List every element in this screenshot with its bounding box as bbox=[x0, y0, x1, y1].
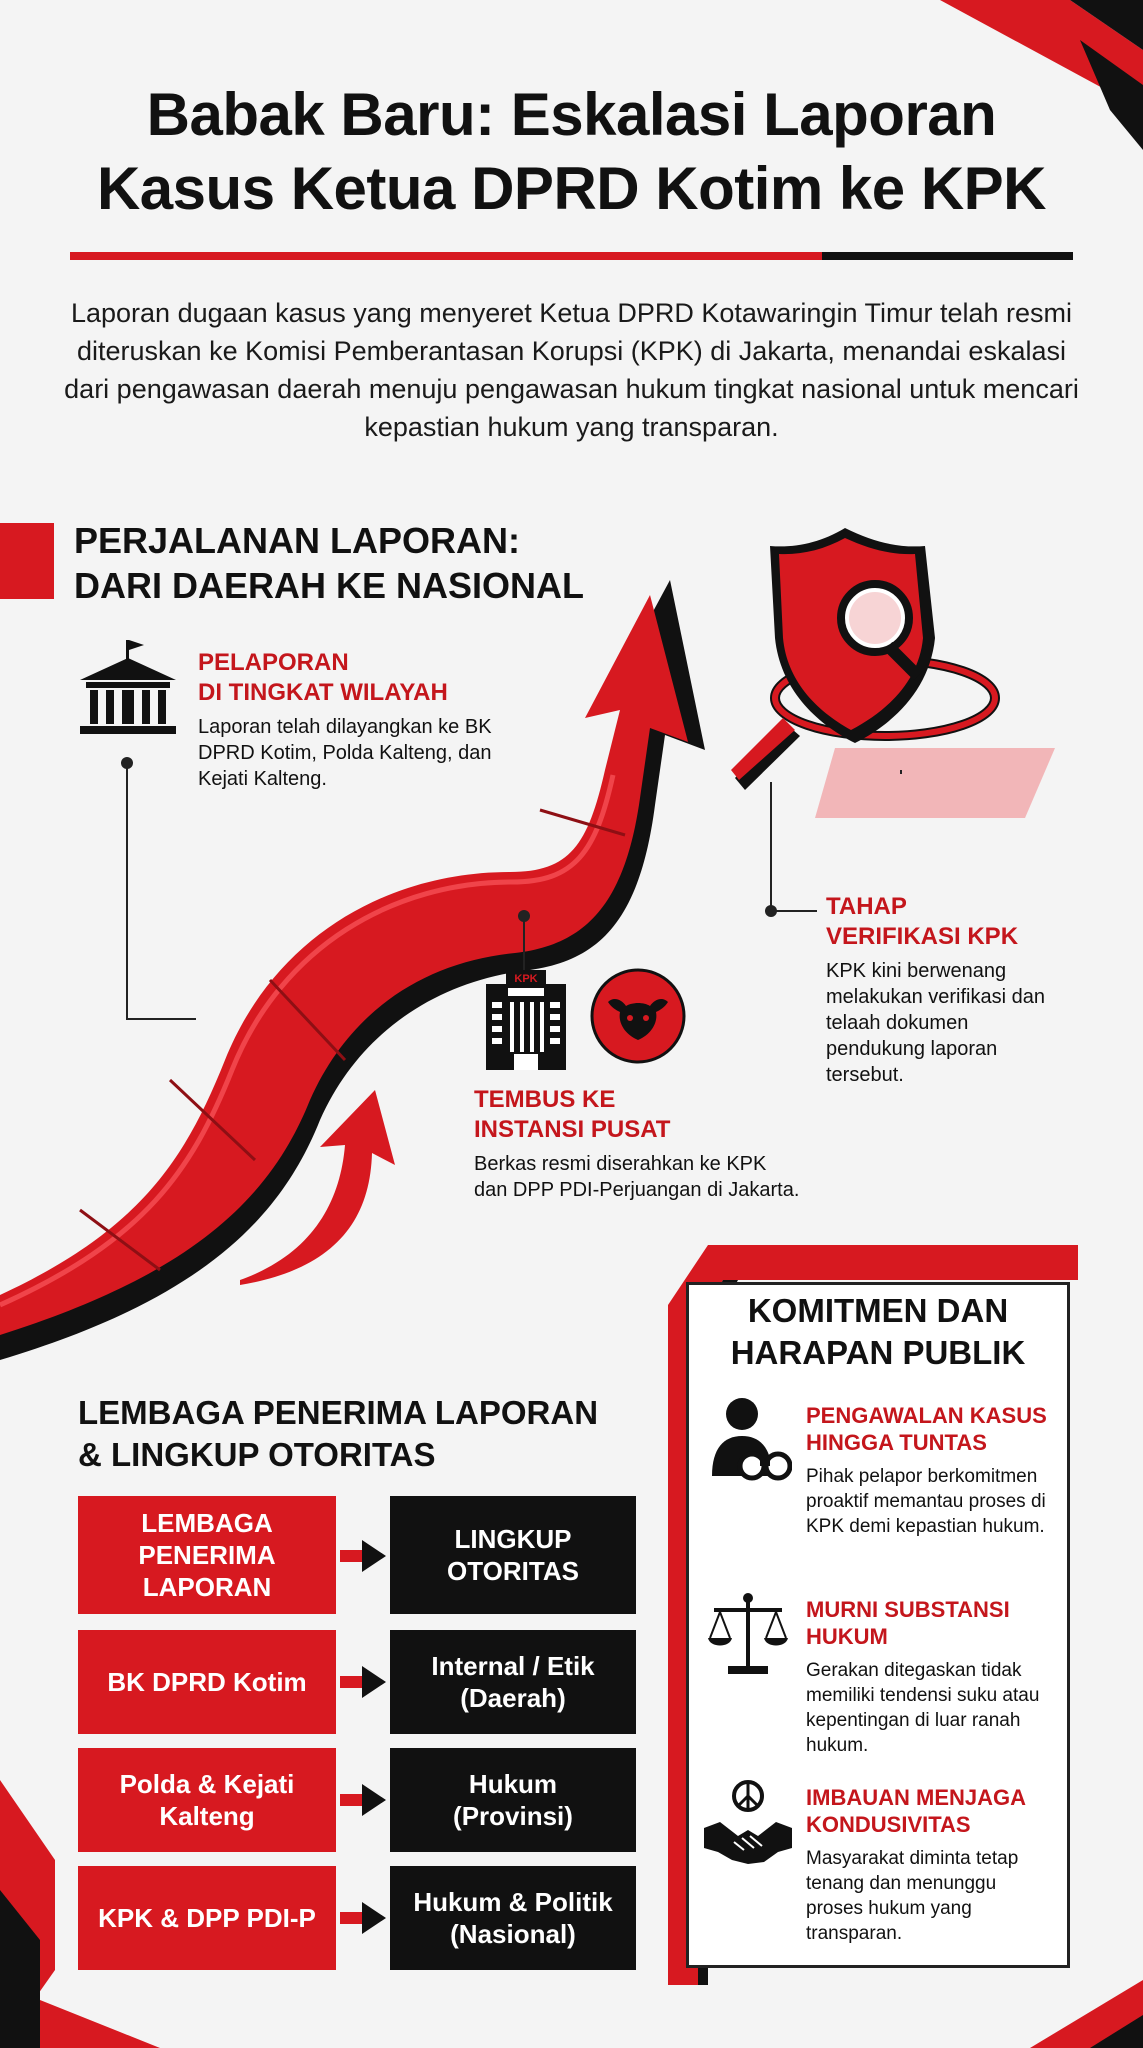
small-curved-arrow-graphic bbox=[230, 1085, 400, 1290]
lingkup-line-2: (Daerah) bbox=[460, 1683, 566, 1713]
connector-line bbox=[900, 770, 902, 774]
arrow-right-icon bbox=[340, 1662, 386, 1702]
step-title-line-2: VERIFIKASI KPK bbox=[826, 923, 1019, 950]
table-header-lembaga: LEMBAGA PENERIMA LAPORAN bbox=[78, 1496, 336, 1614]
k-title-line-1: IMBAUAN MENJAGA bbox=[806, 1785, 1026, 1810]
kpk-building-icon bbox=[476, 970, 576, 1075]
journey-step-verification bbox=[826, 892, 1096, 1088]
step-title-line-1: TAHAP bbox=[826, 893, 907, 920]
page-title-line-2: Kasus Ketua DPRD Kotim ke KPK bbox=[96, 155, 1047, 222]
journey-step-regional bbox=[198, 648, 498, 792]
step-title-line-2: DI TINGKAT WILAYAH bbox=[198, 679, 448, 706]
step-title-regional bbox=[198, 648, 498, 708]
scales-of-justice-icon bbox=[706, 1592, 790, 1681]
page-title-line-1: Babak Baru: Eskalasi Laporan bbox=[146, 81, 997, 148]
connector-line bbox=[770, 782, 772, 912]
step-title-verification bbox=[826, 892, 1096, 952]
title-divider bbox=[70, 252, 1073, 260]
step-title-national bbox=[474, 1085, 814, 1145]
step-body-verification: KPK kini berwenang melakukan verifikasi dan telaah dokumen pendukung laporan tersebut. bbox=[826, 960, 1045, 1086]
lingkup-line-1: Hukum & Politik bbox=[413, 1887, 613, 1917]
connector-line bbox=[523, 916, 525, 970]
table-cell-lembaga: BK DPRD Kotim bbox=[78, 1630, 336, 1734]
kpk-building-label: KPK bbox=[514, 973, 538, 985]
k-title-line-2: KONDUSIVITAS bbox=[806, 1812, 971, 1837]
komitmen-item-title bbox=[806, 1402, 1056, 1456]
komitmen-item-title bbox=[806, 1784, 1056, 1838]
journey-step-national bbox=[474, 1085, 814, 1203]
lingkup-line-1: Internal / Etik bbox=[431, 1651, 595, 1681]
intro-paragraph: Laporan dugaan kasus yang menyeret Ketua DPRD Kotawaringin Timur telah resmi diteruskan ke Komisi Pemberantasan Korupsi (KPK) di Jakarta, menandai eskalasi dari pengawasan daerah menuju pengawasan hukum tingkat nasional untuk mencari kepastian hukum yang transparan. bbox=[64, 298, 1079, 442]
komitmen-item-pengawalan bbox=[806, 1402, 1056, 1539]
k-title-line-1: MURNI SUBSTANSI bbox=[806, 1597, 1010, 1622]
table-header-lingkup: LINGKUP OTORITAS bbox=[390, 1496, 636, 1614]
komitmen-item-body: Pihak pelapor berkomitmen proaktif memantau proses di KPK demi kepastian hukum. bbox=[806, 1466, 1046, 1537]
lingkup-line-2: (Provinsi) bbox=[453, 1801, 573, 1831]
lembaga-section-title bbox=[78, 1392, 678, 1476]
lingkup-line-2: (Nasional) bbox=[450, 1919, 576, 1949]
table-cell-lembaga: KPK & DPP PDI-P bbox=[78, 1866, 336, 1970]
connector-line bbox=[126, 1018, 196, 1020]
table-cell-lingkup bbox=[390, 1866, 636, 1970]
shield-magnifier-icon bbox=[725, 518, 1065, 833]
k-title-line-1: PENGAWALAN KASUS bbox=[806, 1403, 1047, 1428]
table-cell-lingkup bbox=[390, 1748, 636, 1852]
party-logo-icon bbox=[590, 968, 686, 1069]
peace-handshake-icon bbox=[704, 1778, 792, 1873]
step-body-regional: Laporan telah dilayangkan ke BK DPRD Kotim, Polda Kalteng, dan Kejati Kalteng. bbox=[198, 716, 492, 790]
step-body-national: Berkas resmi diserahkan ke KPK dan DPP PDI-Perjuangan di Jakarta. bbox=[474, 1153, 800, 1201]
komitmen-item-kondusivitas bbox=[806, 1784, 1056, 1946]
lembaga-title-line-1: LEMBAGA PENERIMA LAPORAN bbox=[78, 1394, 599, 1431]
table-cell-lingkup bbox=[390, 1630, 636, 1734]
komitmen-section-title bbox=[700, 1290, 1056, 1374]
k-title-line-2: HINGGA TUNTAS bbox=[806, 1430, 987, 1455]
connector-line bbox=[126, 765, 128, 1020]
komitmen-item-title bbox=[806, 1596, 1056, 1650]
komitmen-item-hukum bbox=[806, 1596, 1056, 1758]
komitmen-title-line-2: HARAPAN PUBLIK bbox=[730, 1334, 1026, 1371]
page-title bbox=[40, 78, 1103, 226]
journey-title-line-2: DARI DAERAH KE NASIONAL bbox=[74, 565, 585, 606]
komitmen-title-line-1: KOMITMEN DAN bbox=[747, 1292, 1009, 1329]
lingkup-line-1: Hukum bbox=[468, 1769, 558, 1799]
connector-line bbox=[771, 910, 817, 912]
k-title-line-2: HUKUM bbox=[806, 1624, 888, 1649]
journey-title-line-1: PERJALANAN LAPORAN: bbox=[74, 520, 521, 561]
komitmen-item-body: Masyarakat diminta tetap tenang dan menunggu proses hukum yang transparan. bbox=[806, 1848, 1019, 1944]
komitmen-item-body: Gerakan ditegaskan tidak memiliki tendensi suku atau kepentingan di luar ranah hukum. bbox=[806, 1660, 1040, 1756]
lembaga-title-line-2: & LINGKUP OTORITAS bbox=[78, 1436, 436, 1473]
government-building-icon bbox=[76, 640, 180, 745]
arrow-right-icon bbox=[340, 1780, 386, 1820]
person-binoculars-icon bbox=[704, 1396, 792, 1491]
arrow-right-icon bbox=[340, 1898, 386, 1938]
step-title-line-1: TEMBUS KE bbox=[474, 1086, 616, 1113]
step-title-line-2: INSTANSI PUSAT bbox=[474, 1116, 671, 1143]
table-cell-lembaga: Polda & Kejati Kalteng bbox=[78, 1748, 336, 1852]
arrow-right-icon bbox=[340, 1536, 386, 1576]
step-title-line-1: PELAPORAN bbox=[198, 649, 349, 676]
